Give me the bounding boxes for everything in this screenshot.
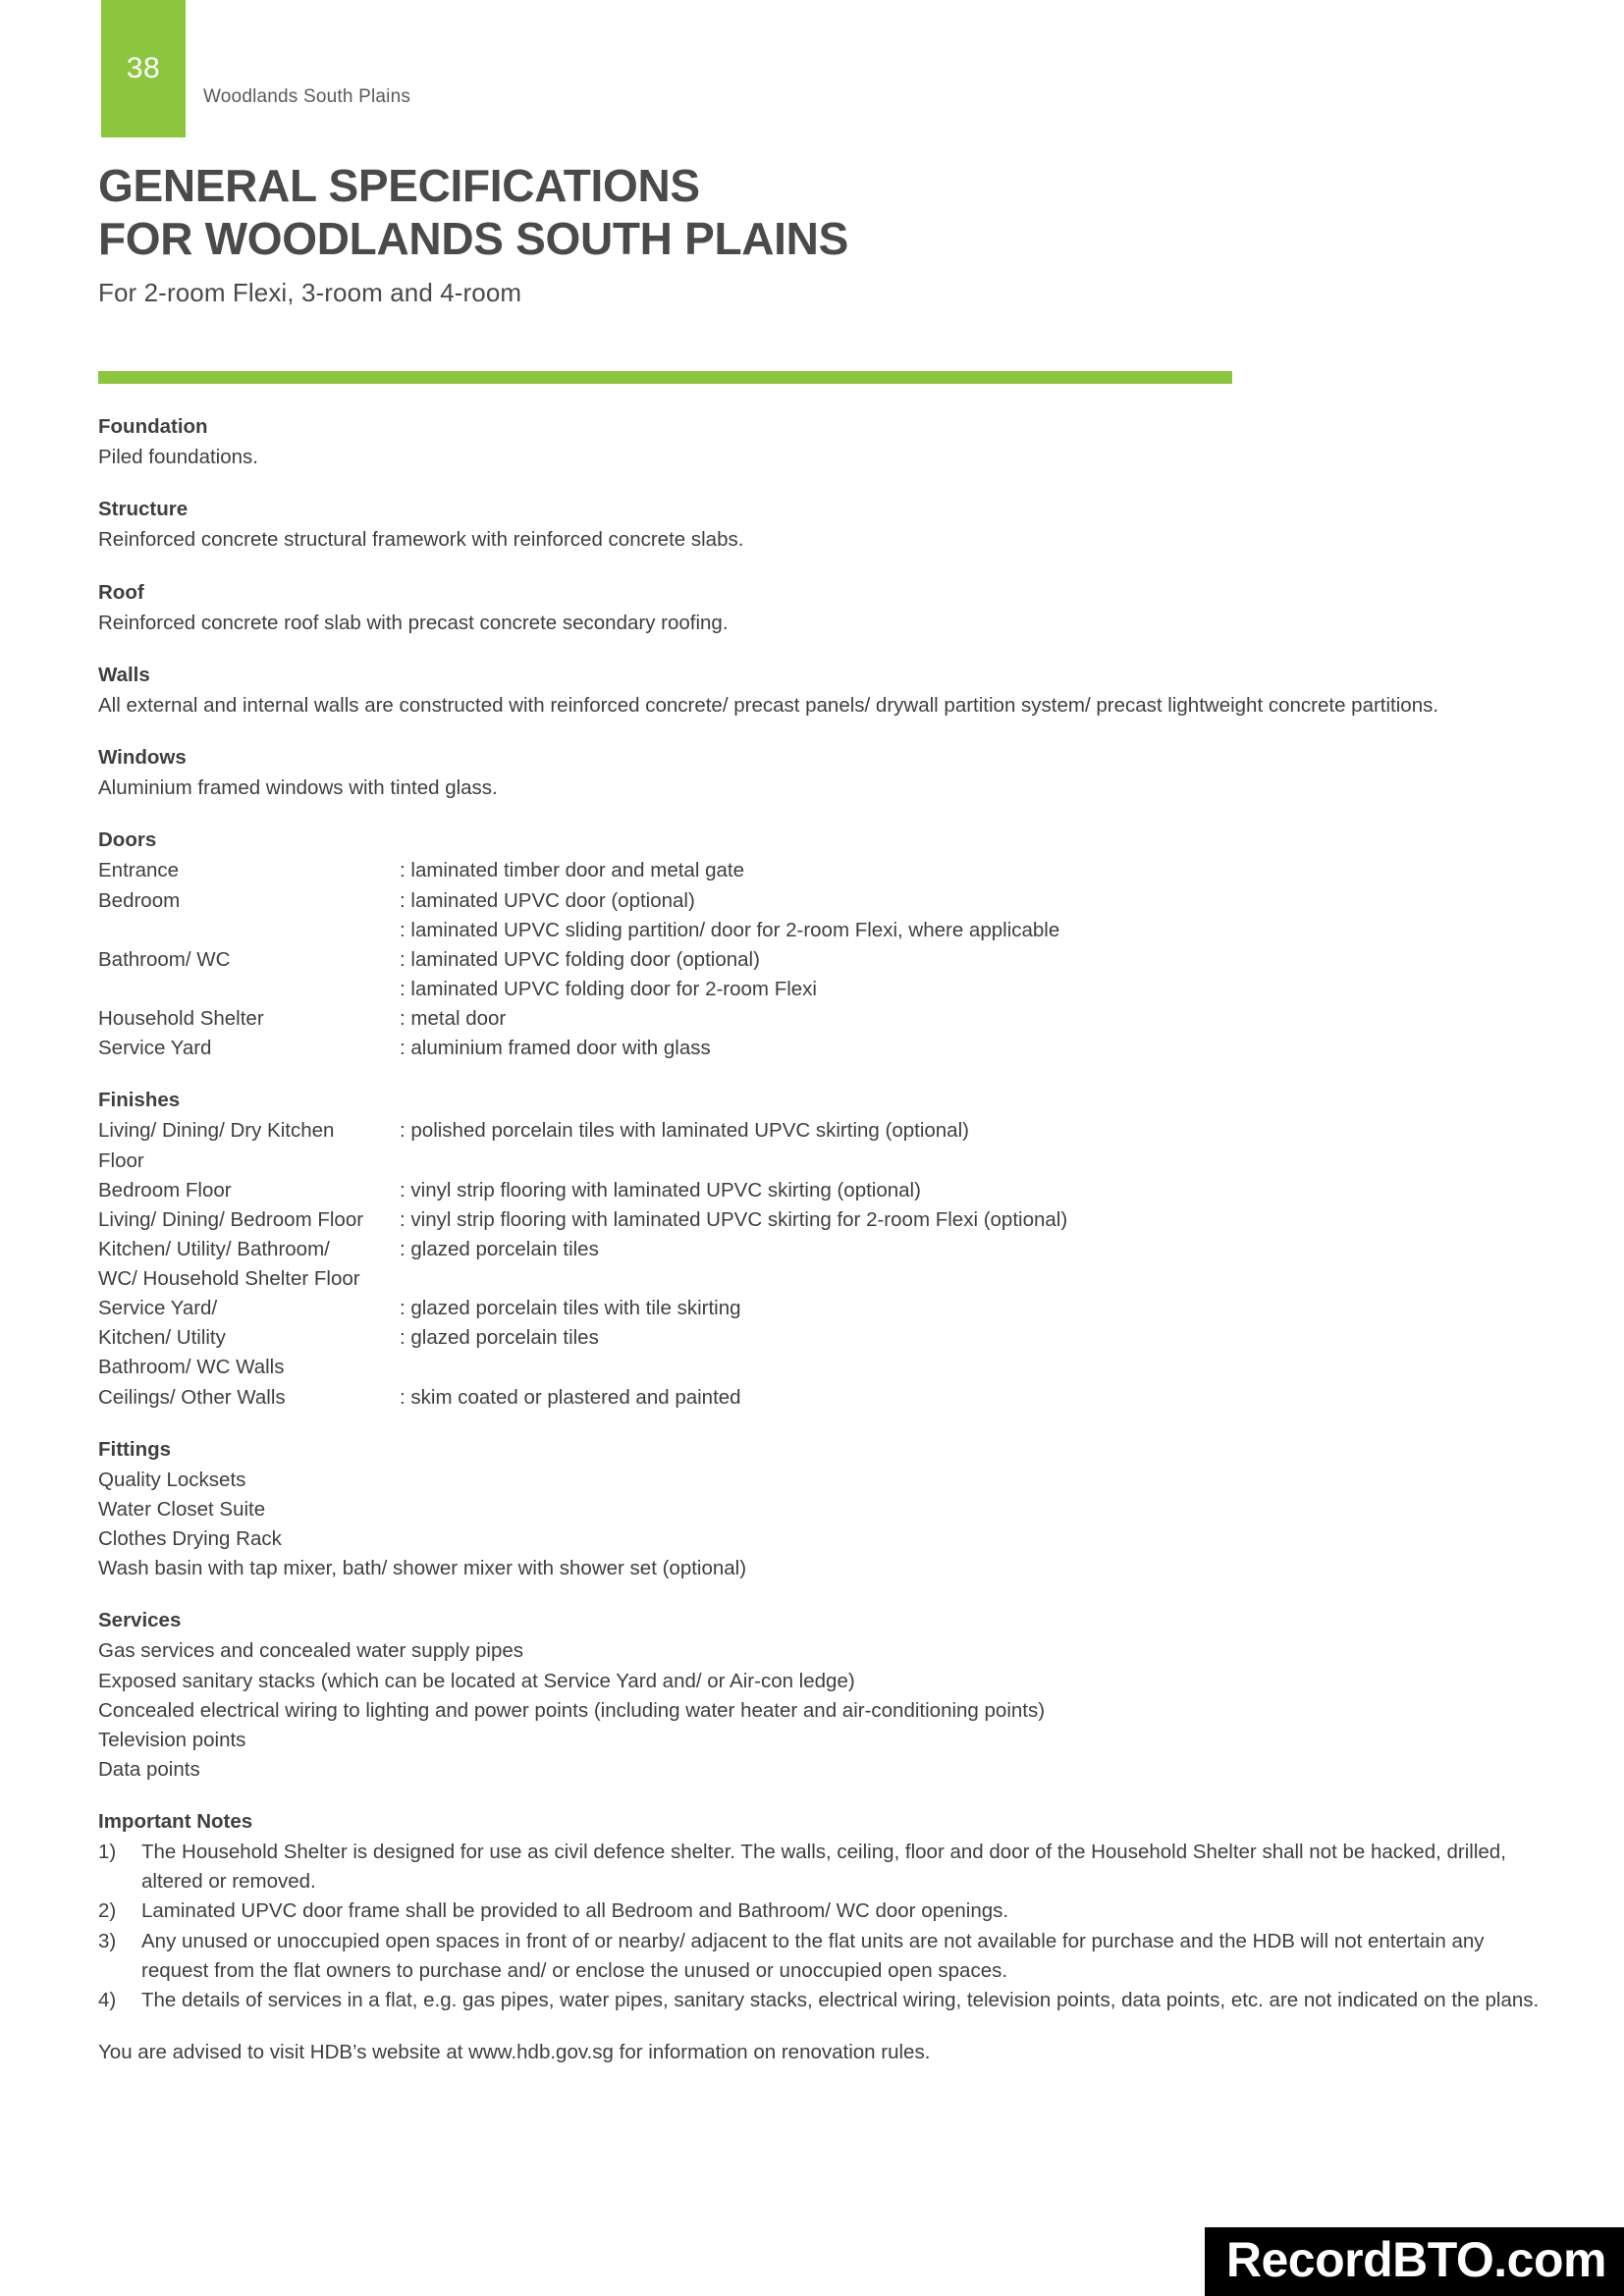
services-line: Gas services and concealed water supply pipes (98, 1639, 524, 1663)
note-item (98, 1838, 1551, 1896)
spec-value: : glazed porcelain tiles (400, 1237, 599, 1260)
spec-row (98, 1383, 1551, 1413)
spec-label: Service Yard/ (98, 1297, 218, 1320)
section-important-notes (98, 1807, 1551, 2015)
title-block (98, 160, 1532, 308)
spec-value: : polished porcelain tiles with laminated UPVC skirting (optional) (400, 1119, 969, 1143)
accent-divider (98, 371, 1232, 384)
note-text: Any unused or unoccupied open spaces in front of or nearby/ adjacent to the flat units are not available for purchase and the HDB will not entertain any request from the flat owners to purchase and/ or enclose the unused or unoccupied open spaces. (141, 1929, 1485, 1982)
spec-label: Floor (98, 1148, 144, 1172)
spec-value: : metal door (400, 1007, 507, 1030)
spec-row (98, 1205, 1551, 1235)
spec-row (98, 1004, 1551, 1034)
spec-label: Kitchen/ Utility/ Bathroom/ (98, 1237, 330, 1260)
spec-row (98, 1353, 1551, 1382)
spec-value: : laminated UPVC door (optional) (400, 888, 695, 912)
section-text-structure: Reinforced concrete structural framework with reinforced concrete slabs. (98, 528, 744, 552)
spec-row (98, 1323, 1551, 1353)
spec-value: : laminated UPVC folding door for 2-room Flexi (400, 977, 817, 1000)
spec-label: Bathroom/ WC Walls (98, 1356, 285, 1379)
services-line: Concealed electrical wiring to lighting and power points (including water heater and air-conditioning points) (98, 1698, 1046, 1722)
spec-label: WC/ Household Shelter Floor (98, 1267, 360, 1290)
spec-row (98, 886, 1551, 916)
spec-label: Living/ Dining/ Dry Kitchen (98, 1119, 335, 1143)
spec-label: Ceilings/ Other Walls (98, 1385, 286, 1409)
note-item (98, 1896, 1551, 1926)
page-number-badge: 38 (101, 0, 186, 137)
spec-row (98, 945, 1551, 975)
header-project-label: Woodlands South Plains (203, 86, 411, 107)
section-fittings (98, 1435, 1551, 1584)
spec-label: Kitchen/ Utility (98, 1326, 226, 1350)
services-line: Data points (98, 1757, 200, 1781)
spec-value: : vinyl strip flooring with laminated UPVC skirting (optional) (400, 1178, 921, 1201)
spec-value: : laminated UPVC sliding partition/ door for 2-room Flexi, where applicable (400, 918, 1060, 941)
section-text-foundation: Piled foundations. (98, 446, 258, 469)
spec-value: : aluminium framed door with glass (400, 1037, 711, 1060)
note-text: The Household Shelter is designed for use as civil defence shelter. The walls, ceiling, floor and door of the Household Shelter shall not be hacked, drilled, altered or removed. (141, 1841, 1506, 1894)
section-heading-windows: Windows (98, 746, 187, 769)
spec-label: Entrance (98, 859, 180, 882)
section-heading-foundation: Foundation (98, 415, 208, 438)
spec-row (98, 916, 1551, 945)
note-text: Laminated UPVC door frame shall be provided to all Bedroom and Bathroom/ WC door openings. (141, 1899, 1009, 1923)
note-number: 2) (98, 1899, 117, 1923)
section-windows (98, 743, 1551, 803)
page-title-line1: GENERAL SPECIFICATIONS (98, 160, 700, 211)
note-number: 3) (98, 1929, 117, 1952)
section-heading-finishes: Finishes (98, 1089, 181, 1112)
spec-label: Bathroom/ WC (98, 947, 231, 971)
section-text-walls: All external and internal walls are constructed with reinforced concrete/ precast panels/ drywall partition system/ precast lightweight concrete partitions. (98, 693, 1439, 717)
section-heading-walls: Walls (98, 663, 150, 686)
spec-row (98, 1294, 1551, 1323)
section-heading-doors: Doors (98, 828, 157, 852)
fittings-line: Wash basin with tap mixer, bath/ shower mixer with shower set (optional) (98, 1557, 747, 1580)
section-heading-important-notes: Important Notes (98, 1810, 253, 1833)
section-doors (98, 826, 1551, 1063)
services-line: Television points (98, 1728, 246, 1751)
note-number: 1) (98, 1841, 117, 1864)
watermark-recordbto: RecordBTO.com (1205, 2227, 1624, 2296)
note-number: 4) (98, 1988, 117, 2011)
spec-value: : laminated timber door and metal gate (400, 859, 744, 882)
spec-label: Service Yard (98, 1037, 212, 1060)
spec-row (98, 1264, 1551, 1294)
section-services (98, 1606, 1551, 1785)
spec-row (98, 856, 1551, 885)
spec-row (98, 1147, 1551, 1176)
fittings-line: Quality Locksets (98, 1468, 246, 1491)
page-title-line2: FOR WOODLANDS SOUTH PLAINS (98, 212, 848, 264)
fittings-line: Water Closet Suite (98, 1497, 266, 1521)
note-item (98, 1986, 1551, 2015)
note-text: The details of services in a flat, e.g. gas pipes, water pipes, sanitary stacks, electrical wiring, television points, data points, etc. are not indicated on the plans. (141, 1988, 1540, 2011)
fittings-line: Clothes Drying Rack (98, 1527, 282, 1550)
section-walls (98, 661, 1551, 721)
section-heading-fittings: Fittings (98, 1437, 172, 1461)
services-line: Exposed sanitary stacks (which can be located at Service Yard and/ or Air-con ledge) (98, 1669, 855, 1692)
spec-value: : glazed porcelain tiles with tile skirting (400, 1297, 741, 1320)
section-text-windows: Aluminium framed windows with tinted glass. (98, 776, 498, 800)
section-foundation (98, 412, 1551, 472)
section-finishes (98, 1086, 1551, 1412)
page-header (0, 0, 1624, 137)
spec-row (98, 1116, 1551, 1146)
section-structure (98, 495, 1551, 555)
specifications-body (98, 412, 1551, 2067)
note-item (98, 1927, 1551, 1986)
spec-label: Bedroom (98, 888, 181, 912)
section-heading-structure: Structure (98, 498, 189, 521)
spec-value: : glazed porcelain tiles (400, 1326, 599, 1350)
spec-value: : laminated UPVC folding door (optional) (400, 947, 760, 971)
spec-label: Bedroom Floor (98, 1178, 232, 1201)
spec-label: Household Shelter (98, 1007, 264, 1030)
spec-value: : vinyl strip flooring with laminated UPVC skirting for 2-room Flexi (optional) (400, 1207, 1068, 1231)
spec-label: Living/ Dining/ Bedroom Floor (98, 1207, 364, 1231)
page-subtitle: For 2-room Flexi, 3-room and 4-room (98, 277, 522, 307)
section-heading-services: Services (98, 1609, 182, 1632)
spec-row (98, 1034, 1551, 1063)
spec-row (98, 1235, 1551, 1264)
spec-value: : skim coated or plastered and painted (400, 1385, 741, 1409)
closing-note: You are advised to visit HDB’s website at www.hdb.gov.sg for information on renovation rules. (98, 2040, 931, 2063)
spec-row (98, 975, 1551, 1004)
spec-row (98, 1176, 1551, 1205)
section-roof (98, 578, 1551, 638)
section-heading-roof: Roof (98, 580, 144, 604)
section-text-roof: Reinforced concrete roof slab with precast concrete secondary roofing. (98, 611, 729, 634)
